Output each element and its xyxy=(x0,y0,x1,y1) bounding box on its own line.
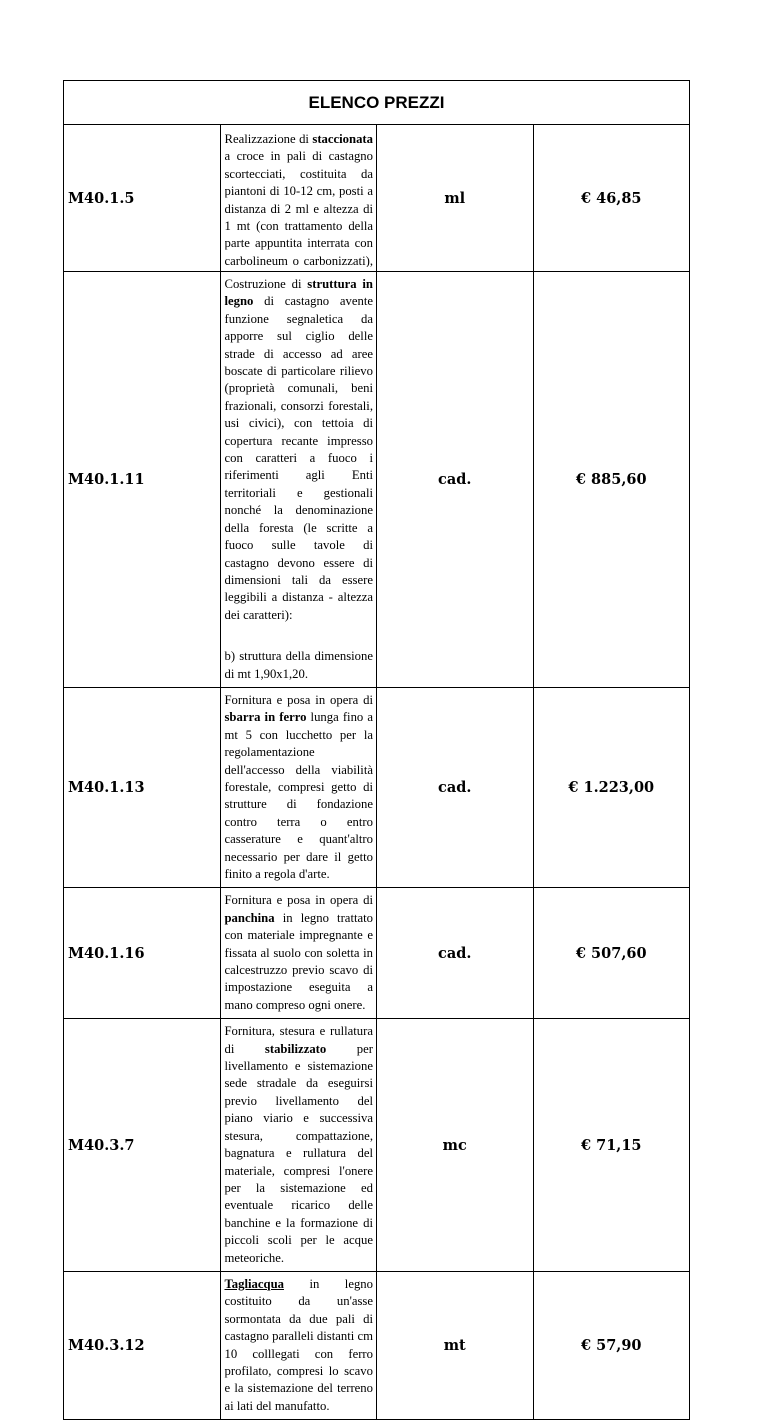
table-row xyxy=(64,1271,690,1419)
item-price: € 46,85 xyxy=(533,125,690,272)
desc-bold: sbarra in ferro xyxy=(224,710,307,725)
item-price: € 507,60 xyxy=(533,888,690,1019)
table-row xyxy=(64,125,690,272)
item-code: M40.1.11 xyxy=(64,272,221,688)
item-price: € 71,15 xyxy=(533,1019,690,1272)
desc-post: in legno costituito da un'asse sormontata da due pali di castagno paralleli distanti cm 10 colllegati con ferro profilato, compresi lo scavo e la sistemazione del terreno ai lati del manufatto. xyxy=(224,1276,373,1413)
item-description xyxy=(220,1271,377,1419)
desc-bold: staccionata xyxy=(312,132,373,146)
item-unit: mt xyxy=(377,1271,534,1419)
item-unit: mc xyxy=(377,1019,534,1272)
desc-post: a croce in pali di castagno scortecciati, costituita da piantoni di 10-12 cm, posti a distanza di 2 ml e altezza di 1 mt (con trattamento della parte appuntita interrata con carbolineum o carbonizzati), xyxy=(224,149,373,267)
item-description xyxy=(220,687,377,887)
desc-bold: panchina xyxy=(224,910,275,925)
item-price: € 885,60 xyxy=(533,272,690,688)
item-unit: cad. xyxy=(377,888,534,1019)
desc-post: per livellamento e sistemazione sede stradale da eseguirsi previo livellamento del piano viario e successiva stesura, compattazione, bagnatura e rullatura del materiale, compresi l'onere per la sistemazione ed eventuale ricarico delle banchine e la formazione di piccoli scoli per le acque meteoriche. xyxy=(224,1041,373,1265)
item-unit: cad. xyxy=(377,687,534,887)
desc-pre: Fornitura, stesura e rullatura di xyxy=(224,1024,373,1056)
desc-subitem: b) struttura della dimensione di mt 1,90x1,20. xyxy=(224,649,373,681)
desc-bold: struttura in legno xyxy=(224,277,373,309)
desc-pre: Costruzione di xyxy=(224,277,308,291)
item-description xyxy=(220,1019,377,1272)
table-row xyxy=(64,1019,690,1272)
table-row xyxy=(64,687,690,887)
table-row xyxy=(64,272,690,688)
desc-post: lunga fino a mt 5 con lucchetto per la regolamentazione dell'accesso della viabilità forestale, compresi getto di strutture di fondazione contro terra o entro casserature e quant'altro necessario per dare il getto finito a regola d'arte. xyxy=(224,710,373,881)
item-unit: ml xyxy=(377,125,534,272)
item-description xyxy=(220,888,377,1019)
item-code: M40.3.7 xyxy=(64,1019,221,1272)
desc-post: in legno trattato con materiale impregnante e fissata al suolo con soletta in calcestruzzo previo scavo di impostazione eseguita a mano compreso ogni onere. xyxy=(224,910,373,1012)
item-price: € 1.223,00 xyxy=(533,687,690,887)
item-unit: cad. xyxy=(377,272,534,688)
desc-pre: Fornitura e posa in opera di xyxy=(224,893,373,908)
item-code: M40.1.13 xyxy=(64,687,221,887)
item-code: M40.3.12 xyxy=(64,1271,221,1419)
table-row xyxy=(64,888,690,1019)
item-description xyxy=(220,272,377,688)
price-table xyxy=(63,80,690,1420)
price-list-sheet xyxy=(63,80,689,1420)
desc-pre: Fornitura e posa in opera di xyxy=(224,692,373,707)
desc-bold: Tagliacqua xyxy=(224,1276,284,1291)
item-price: € 57,90 xyxy=(533,1271,690,1419)
item-description xyxy=(220,125,377,272)
desc-pre: Realizzazione di xyxy=(224,132,313,146)
title-row xyxy=(64,81,690,125)
desc-bold: stabilizzato xyxy=(264,1041,327,1056)
page-title: ELENCO PREZZI xyxy=(64,81,690,125)
item-code: M40.1.16 xyxy=(64,888,221,1019)
item-code: M40.1.5 xyxy=(64,125,221,272)
desc-post: di castagno avente funzione segnaletica da apporre sul ciglio delle strade di accesso ad aree boscate di particolare rilievo (proprietà comunali, beni frazionali, consorzi forestali, usi civici), con tettoia di copertura recante impresso con caratteri a fuoco i riferimenti agli Enti territoriali e gestionali nonché la denominazione della foresta (le scritte a fuoco sulle tavole di castagno devono essere di dimensioni tali da essere leggibili a distanza - altezza dei caratteri): xyxy=(224,294,373,622)
